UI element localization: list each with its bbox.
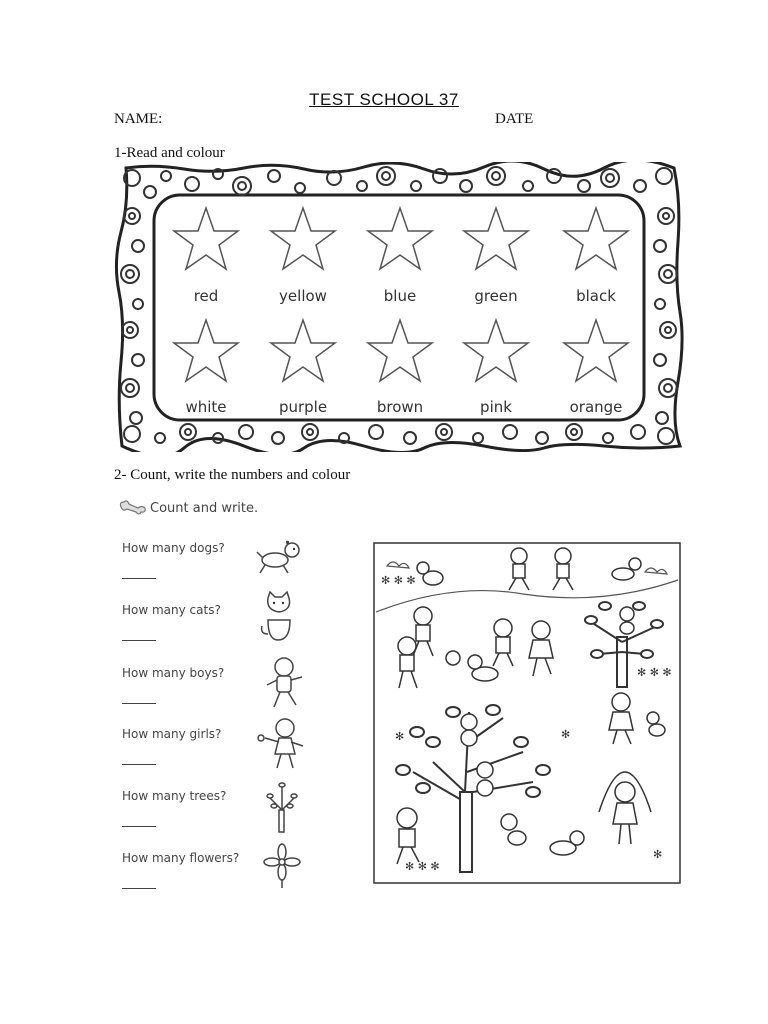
flower-icon bbox=[262, 842, 302, 890]
ball-icon bbox=[446, 651, 460, 665]
flower-icon: ✻ bbox=[653, 848, 663, 861]
answer-blank[interactable] bbox=[122, 640, 156, 641]
answer-blank[interactable] bbox=[122, 578, 156, 579]
star-label-purple: purple bbox=[278, 398, 328, 416]
star-label-orange: orange bbox=[569, 398, 623, 416]
flower-icon: ✻ ✻ ✻ bbox=[381, 574, 416, 587]
star-label-white: white bbox=[185, 398, 227, 416]
name-label: NAME: bbox=[114, 111, 163, 127]
question-trees: How many trees? bbox=[122, 789, 227, 803]
question-girls: How many girls? bbox=[122, 727, 222, 741]
park-scene-illustration bbox=[373, 542, 681, 884]
flower-icon: ✻ bbox=[561, 728, 571, 741]
answer-blank[interactable] bbox=[122, 888, 156, 889]
cat-icon bbox=[258, 590, 298, 642]
question-dogs: How many dogs? bbox=[122, 541, 225, 555]
star-label-black: black bbox=[576, 287, 616, 305]
answer-blank[interactable] bbox=[122, 703, 156, 704]
count-subheading: Count and write. bbox=[150, 501, 259, 516]
star-label-yellow: yellow bbox=[279, 287, 327, 305]
question-cats: How many cats? bbox=[122, 603, 221, 617]
star-label-red: red bbox=[193, 287, 219, 305]
question-flowers: How many flowers? bbox=[122, 851, 240, 865]
flower-icon: ✻ ✻ ✻ bbox=[405, 860, 440, 873]
boy-icon bbox=[262, 655, 308, 711]
dog-icon bbox=[255, 538, 305, 578]
answer-blank[interactable] bbox=[122, 826, 156, 827]
question-boys: How many boys? bbox=[122, 666, 225, 680]
exercise1-title: 1-Read and colour bbox=[114, 145, 225, 161]
page-title-text: TEST SCHOOL 37 bbox=[309, 90, 459, 109]
page-title bbox=[0, 90, 768, 110]
flower-icon: ✻ ✻ ✻ bbox=[637, 666, 672, 679]
flower-icon: ✻ bbox=[395, 730, 405, 743]
exercise2-title: 2- Count, write the numbers and colour bbox=[114, 467, 351, 483]
date-label: DATE bbox=[495, 111, 534, 127]
star-label-pink: pink bbox=[480, 398, 512, 416]
star-label-green: green bbox=[474, 287, 518, 305]
star-label-brown: brown bbox=[376, 398, 424, 416]
answer-blank[interactable] bbox=[122, 764, 156, 765]
girl-icon bbox=[255, 716, 311, 772]
pencil-bone-icon bbox=[118, 497, 148, 519]
tree-icon bbox=[262, 780, 302, 834]
star-label-blue: blue bbox=[383, 287, 417, 305]
